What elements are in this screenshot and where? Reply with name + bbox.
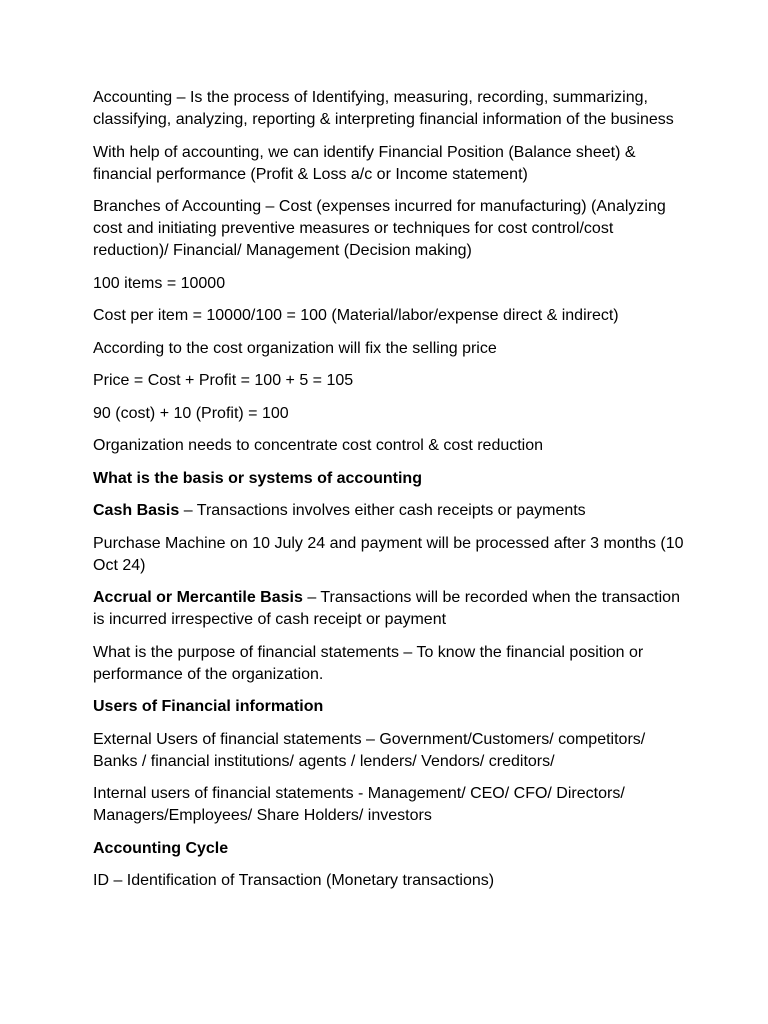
paragraph-external-users: External Users of financial statements – Government/Customers/ competitors/ Banks / financial institutions/ agents / lenders/ Vendors/ creditors/	[93, 730, 646, 770]
paragraph-cost-profit: 90 (cost) + 10 (Profit) = 100	[93, 404, 289, 422]
paragraph-cost-control: Organization needs to concentrate cost control & cost reduction	[93, 437, 544, 454]
paragraph-cash-basis	[93, 500, 693, 522]
accrual-basis-term: Accrual or Mercantile Basis	[93, 589, 303, 606]
paragraph-internal-users: Internal users of financial statements - Management/ CEO/ CFO/ Directors/ Managers/Employees/ Share Holders/ investors	[93, 785, 625, 824]
cash-basis-description: – Transactions involves either cash receipts or payments	[179, 502, 586, 519]
document-body	[93, 87, 693, 903]
heading-basis-systems: What is the basis or systems of accounting	[93, 469, 422, 487]
heading-users-financial-info: Users of Financial information	[93, 698, 324, 715]
paragraph-purpose-statements: What is the purpose of financial statements – To know the financial position or performance of the organization.	[93, 643, 644, 683]
paragraph-cost-per-item: Cost per item = 10000/100 = 100 (Material/labor/expense direct & indirect)	[93, 307, 619, 324]
accrual-basis-description: – Transactions will be recorded when the transaction is incurred irrespective of cash receipt or payment	[93, 589, 680, 628]
paragraph-selling-price: According to the cost organization will fix the selling price	[93, 339, 497, 357]
paragraph-items: 100 items = 10000	[93, 274, 226, 292]
paragraph-branches: Branches of Accounting – Cost (expenses incurred for manufacturing) (Analyzing cost and initiating preventive measures or techniques for cost control/cost reduction)/ Financial/ Management (Decision making)	[93, 198, 666, 259]
cash-basis-term: Cash Basis	[93, 502, 180, 519]
paragraph-price-formula: Price = Cost + Profit = 100 + 5 = 105	[93, 372, 354, 389]
paragraph-identification: ID – Identification of Transaction (Monetary transactions)	[93, 872, 495, 889]
heading-accounting-cycle: Accounting Cycle	[93, 839, 229, 857]
paragraph-accounting-help: With help of accounting, we can identify Financial Position (Balance sheet) & financial performance (Profit & Loss a/c or Income statement)	[93, 143, 636, 183]
paragraph-accrual-basis	[93, 587, 693, 631]
paragraph-accounting-definition: Accounting – Is the process of Identifying, measuring, recording, summarizing, classifying, analyzing, reporting & interpreting financial information of the business	[93, 89, 674, 128]
paragraph-purchase-machine: Purchase Machine on 10 July 24 and payment will be processed after 3 months (10 Oct 24)	[93, 534, 684, 574]
